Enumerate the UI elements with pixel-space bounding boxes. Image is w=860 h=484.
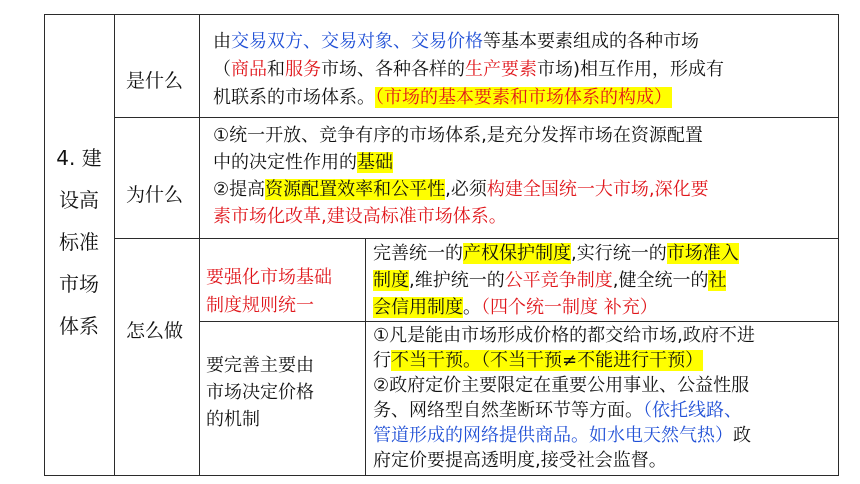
text-segment: 制度 [373,270,409,291]
text-segment: 市场)相互作用，形成有 [537,59,725,80]
what-label: 是什么 [126,70,184,92]
why-text-line [213,122,709,149]
why-label-cell [114,117,200,239]
main-title-line: 体系 [59,314,99,338]
how-sub1-text-line [373,294,739,321]
how-sub2-label [206,352,314,433]
what-text-line [213,84,724,112]
text-segment: ②政府定价主要限定在重要公用事业、公益性服 [373,375,750,396]
how-sub2-text-line [373,398,755,423]
how-sub2-text [373,323,755,473]
text-segment: 管道形成的网络提供商品。如水电天然气热） [373,425,733,446]
how-sub1-text-line [373,240,739,267]
how-sub1-label-line: 要强化市场基础 [206,267,332,288]
text-segment: （ [213,59,231,80]
main-title-line: 标准 [59,230,99,254]
text-segment: 资源配置效率和公平性 [265,179,446,200]
how-sub2-label-line: 的机制 [206,409,260,430]
why-text-line [213,203,709,230]
text-segment: 由 [213,31,231,52]
main-title-line: 市场 [59,272,99,296]
text-segment: 社 [708,270,727,291]
text-segment: , [445,179,451,200]
text-segment: 中的决定性作用的 [213,152,357,173]
text-segment: （市场的基本要素和市场体系的构成） [375,87,672,108]
how-sub1-label-line: 制度规则统一 [206,295,314,316]
text-segment: 交易双方、交易对象、交易价格 [231,31,483,52]
why-text-line [213,149,709,176]
why-label: 为什么 [126,184,184,206]
how-sub2-text-line [373,323,755,348]
text-segment: 公平竞争制度 [504,270,613,291]
text-segment: 市场、各种各样的 [321,59,465,80]
how-sub2-text-line [373,448,755,473]
why-text [213,122,709,230]
text-segment: 商品 [231,59,267,80]
text-segment: 行 [373,350,391,371]
text-segment: 完善统一的 [373,243,463,264]
text-segment: （四个统一制度 补充） [481,297,658,318]
how-sub1-label [206,264,332,320]
text-segment: 政 [733,425,751,446]
what-label-cell [114,14,200,118]
text-segment: 等基本要素组成的各种市场 [483,31,699,52]
info-table [44,14,839,476]
how-sub2-text-line [373,373,755,398]
text-segment: 府定价要提高透明度,接受社会监督。 [373,450,667,471]
what-text-line [213,56,724,84]
text-segment: 不当干预。（不当干预≠不能进行干预） [391,350,704,371]
how-label-cell [114,238,200,476]
main-title-line: 4. 建 [56,146,102,170]
main-title [50,137,108,347]
text-segment: 服务 [285,59,321,80]
what-text [213,28,724,112]
text-segment: ②提高 [213,179,266,200]
text-segment: 素市场化改革,建设高标准市场体系。 [213,206,507,227]
text-segment: 构建全国统一大市场,深化要 [486,179,709,200]
text-segment: 会信用制度 [373,297,463,318]
text-segment: 务、网络型自然垄断环节等方面。 [373,400,643,421]
text-segment: 市场准入 [666,243,739,264]
text-segment: （依托线路、 [643,400,742,421]
how-sub2-text-line [373,348,755,373]
text-segment: 和 [267,59,285,80]
how-sub2-label-line: 市场决定价格 [206,382,314,403]
text-segment: 基础 [357,152,393,173]
text-segment: 机联系的市场体系。 [213,87,375,108]
how-sub1-text-line [373,267,739,294]
why-text-line [213,176,709,203]
text-segment: 必须 [450,179,487,200]
how-sub1-text [373,240,739,321]
main-title-line: 设高 [59,188,99,212]
text-segment: ,实行统一的 [571,243,667,264]
what-text-line [213,28,724,56]
how-sub2-label-line: 要完善主要由 [206,355,314,376]
text-segment: ①统一开放、竞争有序的市场体系,是充分发挥市场在资源配置 [213,125,703,146]
text-segment: 。 [463,297,481,318]
text-segment: ,健全统一的 [612,270,709,291]
text-segment: ①凡是能由市场形成价格的都交给市场,政府不进 [373,325,755,346]
text-segment: 生产要素 [465,59,537,80]
how-sub2-text-line [373,423,755,448]
how-label: 怎么做 [126,320,184,342]
text-segment: 产权保护制度 [463,243,571,264]
text-segment: ,维护统一的 [409,270,505,291]
